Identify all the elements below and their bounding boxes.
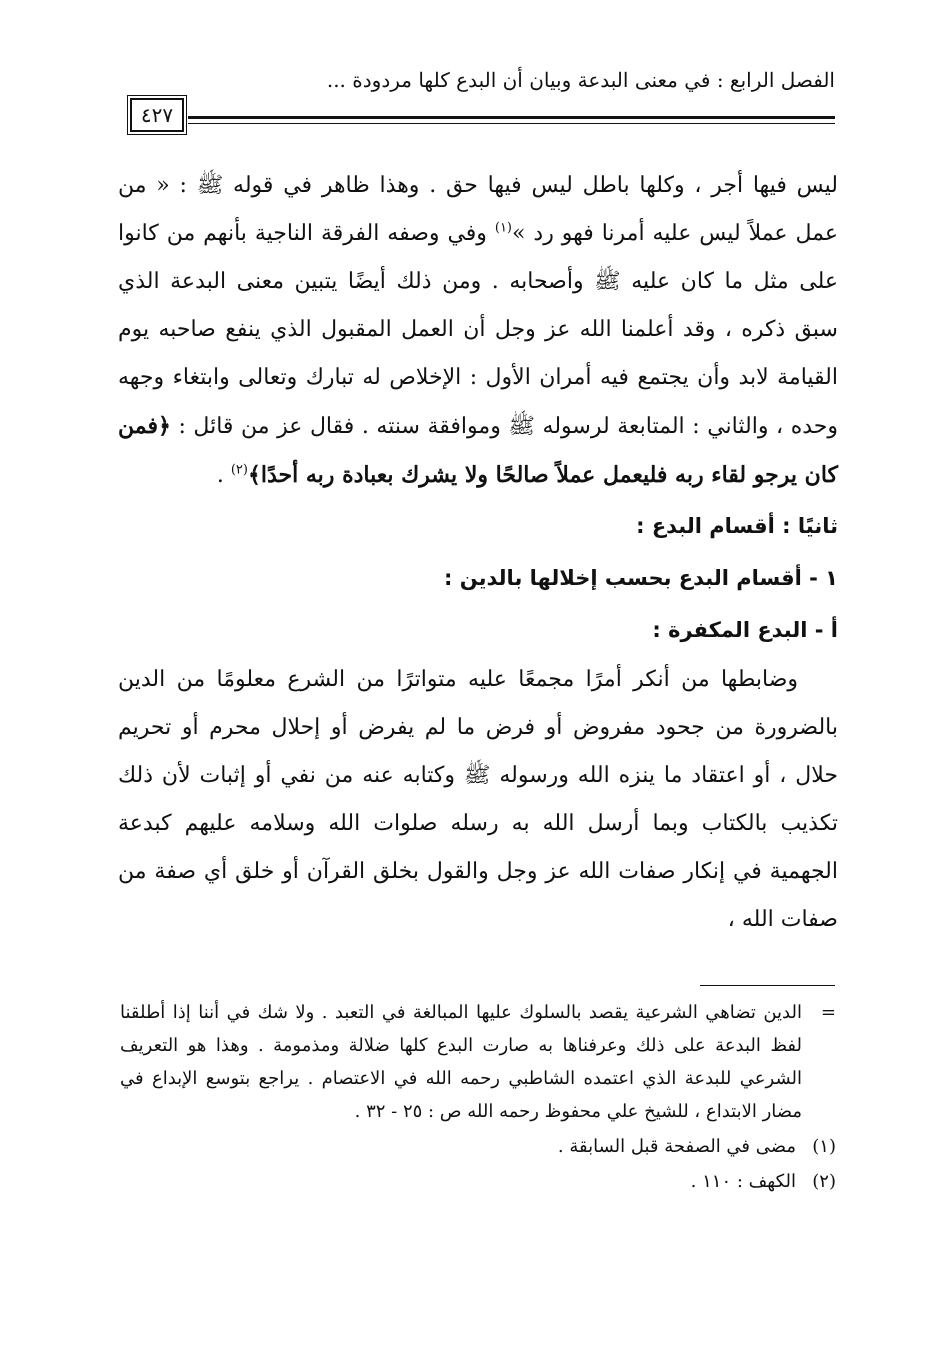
footnote-2-number: (٢) bbox=[812, 1171, 836, 1192]
footnotes bbox=[120, 996, 836, 1198]
subsection-heading: ١ - أقسام البدع بحسب إخلالها بالدين : bbox=[444, 566, 838, 590]
footnote-2-text: الكهف : ١١٠ . bbox=[690, 1171, 796, 1192]
footnote-1 bbox=[120, 1130, 836, 1163]
footnote-continuation-marker: = bbox=[820, 1002, 836, 1023]
subsubsection-heading: أ - البدع المكفرة : bbox=[652, 618, 838, 642]
running-header: الفصل الرابع : في معنى البدعة وبيان أن البدع كلها مردودة ... bbox=[326, 68, 835, 92]
footnote-ref-2: (٢) bbox=[230, 462, 248, 478]
quran-verse: ﴿فمن كان يرجو لقاء ربه فليعمل عملاً صالحًا ولا يشرك بعبادة ربه أحدًا﴾ bbox=[118, 413, 838, 488]
footnote-1-text: مضى في الصفحة قبل السابقة . bbox=[557, 1136, 796, 1157]
footnote-rule bbox=[700, 985, 835, 986]
footnote-continuation-text: الدين تضاهي الشرعية يقصد بالسلوك عليها المبالغة في التعبد . ولا شك في أننا إذا أطلقنا لفظ البدعة على ذلك وعرفناها به صارت البدع كلها ضلالة ومذمومة . وهذا هو التعريف الشرعي للبدعة الذي اعتمده الشاطبي رحمه الله في الاعتصام . يراجع بتوسع الإبداع في مضار الابتداع ، للشيخ علي محفوظ رحمه الله ص : ٢٥ - ٣٢ . bbox=[120, 1002, 802, 1122]
footnote-continuation bbox=[120, 996, 836, 1128]
paragraph-1-end: . bbox=[216, 463, 231, 488]
footnote-ref-1: (١) bbox=[494, 220, 512, 236]
paragraph-1-start: ليس فيها أجر ، وكلها باطل ليس فيها حق . وهذا ظاهر في قوله ﷺ : « من عمل عملاً ليس عليه أمرنا فهو رد » bbox=[118, 173, 838, 246]
footnote-2 bbox=[120, 1165, 836, 1198]
section-heading: ثانيًا : أقسام البدع : bbox=[636, 514, 838, 538]
paragraph-2: وضابطها من أنكر أمرًا مجمعًا عليه متواترًا من الشرع معلومًا من الدين بالضرورة من جحود مفروض أو فرض ما لم يفرض أو إحلال محرم أو تحريم حلال ، أو اعتقاد ما ينزه الله ورسوله ﷺ وكتابه عنه من نفي أو إثبات لأن ذلك تكذيب بالكتاب وبما أرسل الله به رسله صلوات الله وسلامه عليهم كبدعة الجهمية في إنكار صفات الله عز وجل والقول بخلق القرآن أو خلق أي صفة من صفات الله ، bbox=[118, 667, 838, 932]
main-text bbox=[118, 162, 838, 944]
paragraph-1-middle: وفي وصفه الفرقة الناجية بأنهم من كانوا على مثل ما كان عليه ﷺ وأصحابه . ومن ذلك أيضًا يتبين معنى البدعة الذي سبق ذكره ، وقد أعلمنا الله عز وجل أن العمل المقبول الذي ينفع صاحبه يوم القيامة لابد وأن يجتمع فيه أمران الأول : الإخلاص له تبارك وتعالى وابتغاء وجهه وحده ، والثاني : المتابعة لرسوله ﷺ وموافقة سنته . فقال عز من قائل : bbox=[118, 221, 838, 439]
footnote-1-number: (١) bbox=[812, 1136, 836, 1157]
page-number: ٤٢٧ bbox=[130, 98, 184, 132]
paragraph-1 bbox=[118, 162, 838, 500]
header-rule bbox=[188, 116, 835, 124]
